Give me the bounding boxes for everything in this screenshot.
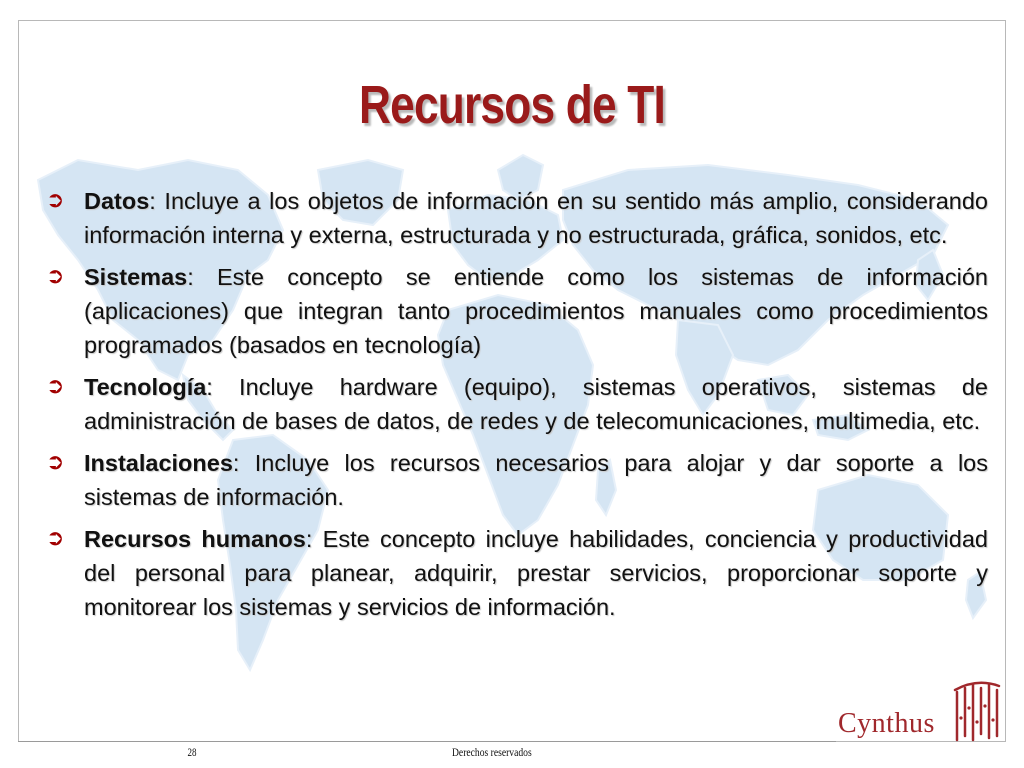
bullet-description: : Este concepto incluye habilidades, conciencia y productividad del personal para planear, adquirir, prestar servicios, proporcionar soporte y monitorear los sistemas y servicios de información. [84,526,988,620]
bullet-item-tecnologia [46,370,988,438]
arrow-circle-icon: ➲ [46,374,65,399]
bullet-text [84,260,988,362]
cynthus-logo-icon [952,678,1002,748]
bullet-text [84,446,988,514]
page-number: 28 [187,745,197,759]
arrow-circle-icon: ➲ [46,526,65,551]
arrow-circle-icon: ➲ [46,188,65,213]
bullet-term: Sistemas [84,264,188,290]
bullet-text [84,184,988,252]
cynthus-logo [836,678,1006,748]
bullet-term: Tecnología [84,374,207,400]
footer-divider [18,741,836,742]
bullet-text [84,522,988,624]
bullet-description: : Este concepto se entiende como los sistemas de información (aplicaciones) que integran tanto procedimientos manuales como procedimientos programados (basados en tecnología) [84,264,988,358]
bullet-term: Datos [84,188,150,214]
arrow-circle-icon: ➲ [46,264,65,289]
bullet-item-instalaciones [46,446,988,514]
arrow-circle-icon: ➲ [46,450,65,475]
footer-rights: Derechos reservados [452,745,532,759]
bullet-list [46,184,988,632]
bullet-item-datos [46,184,988,252]
bullet-item-sistemas [46,260,988,362]
bullet-term: Instalaciones [84,450,233,476]
bullet-description: : Incluye a los objetos de información en su sentido más amplio, considerando información interna y externa, estructurada y no estructurada, gráfica, sonidos, etc. [84,188,988,248]
slide-title: Recursos de TI [359,75,665,135]
bullet-text [84,370,988,438]
bullet-item-recursos-humanos [46,522,988,624]
bullet-term: Recursos humanos [84,526,306,552]
bullet-description: : Incluye hardware (equipo), sistemas operativos, sistemas de administración de bases de datos, de redes y de telecomunicaciones, multimedia, etc. [84,374,988,434]
bullet-description: : Incluye los recursos necesarios para alojar y dar soporte a los sistemas de información. [84,450,988,510]
logo-text: Cynthus [838,708,935,739]
